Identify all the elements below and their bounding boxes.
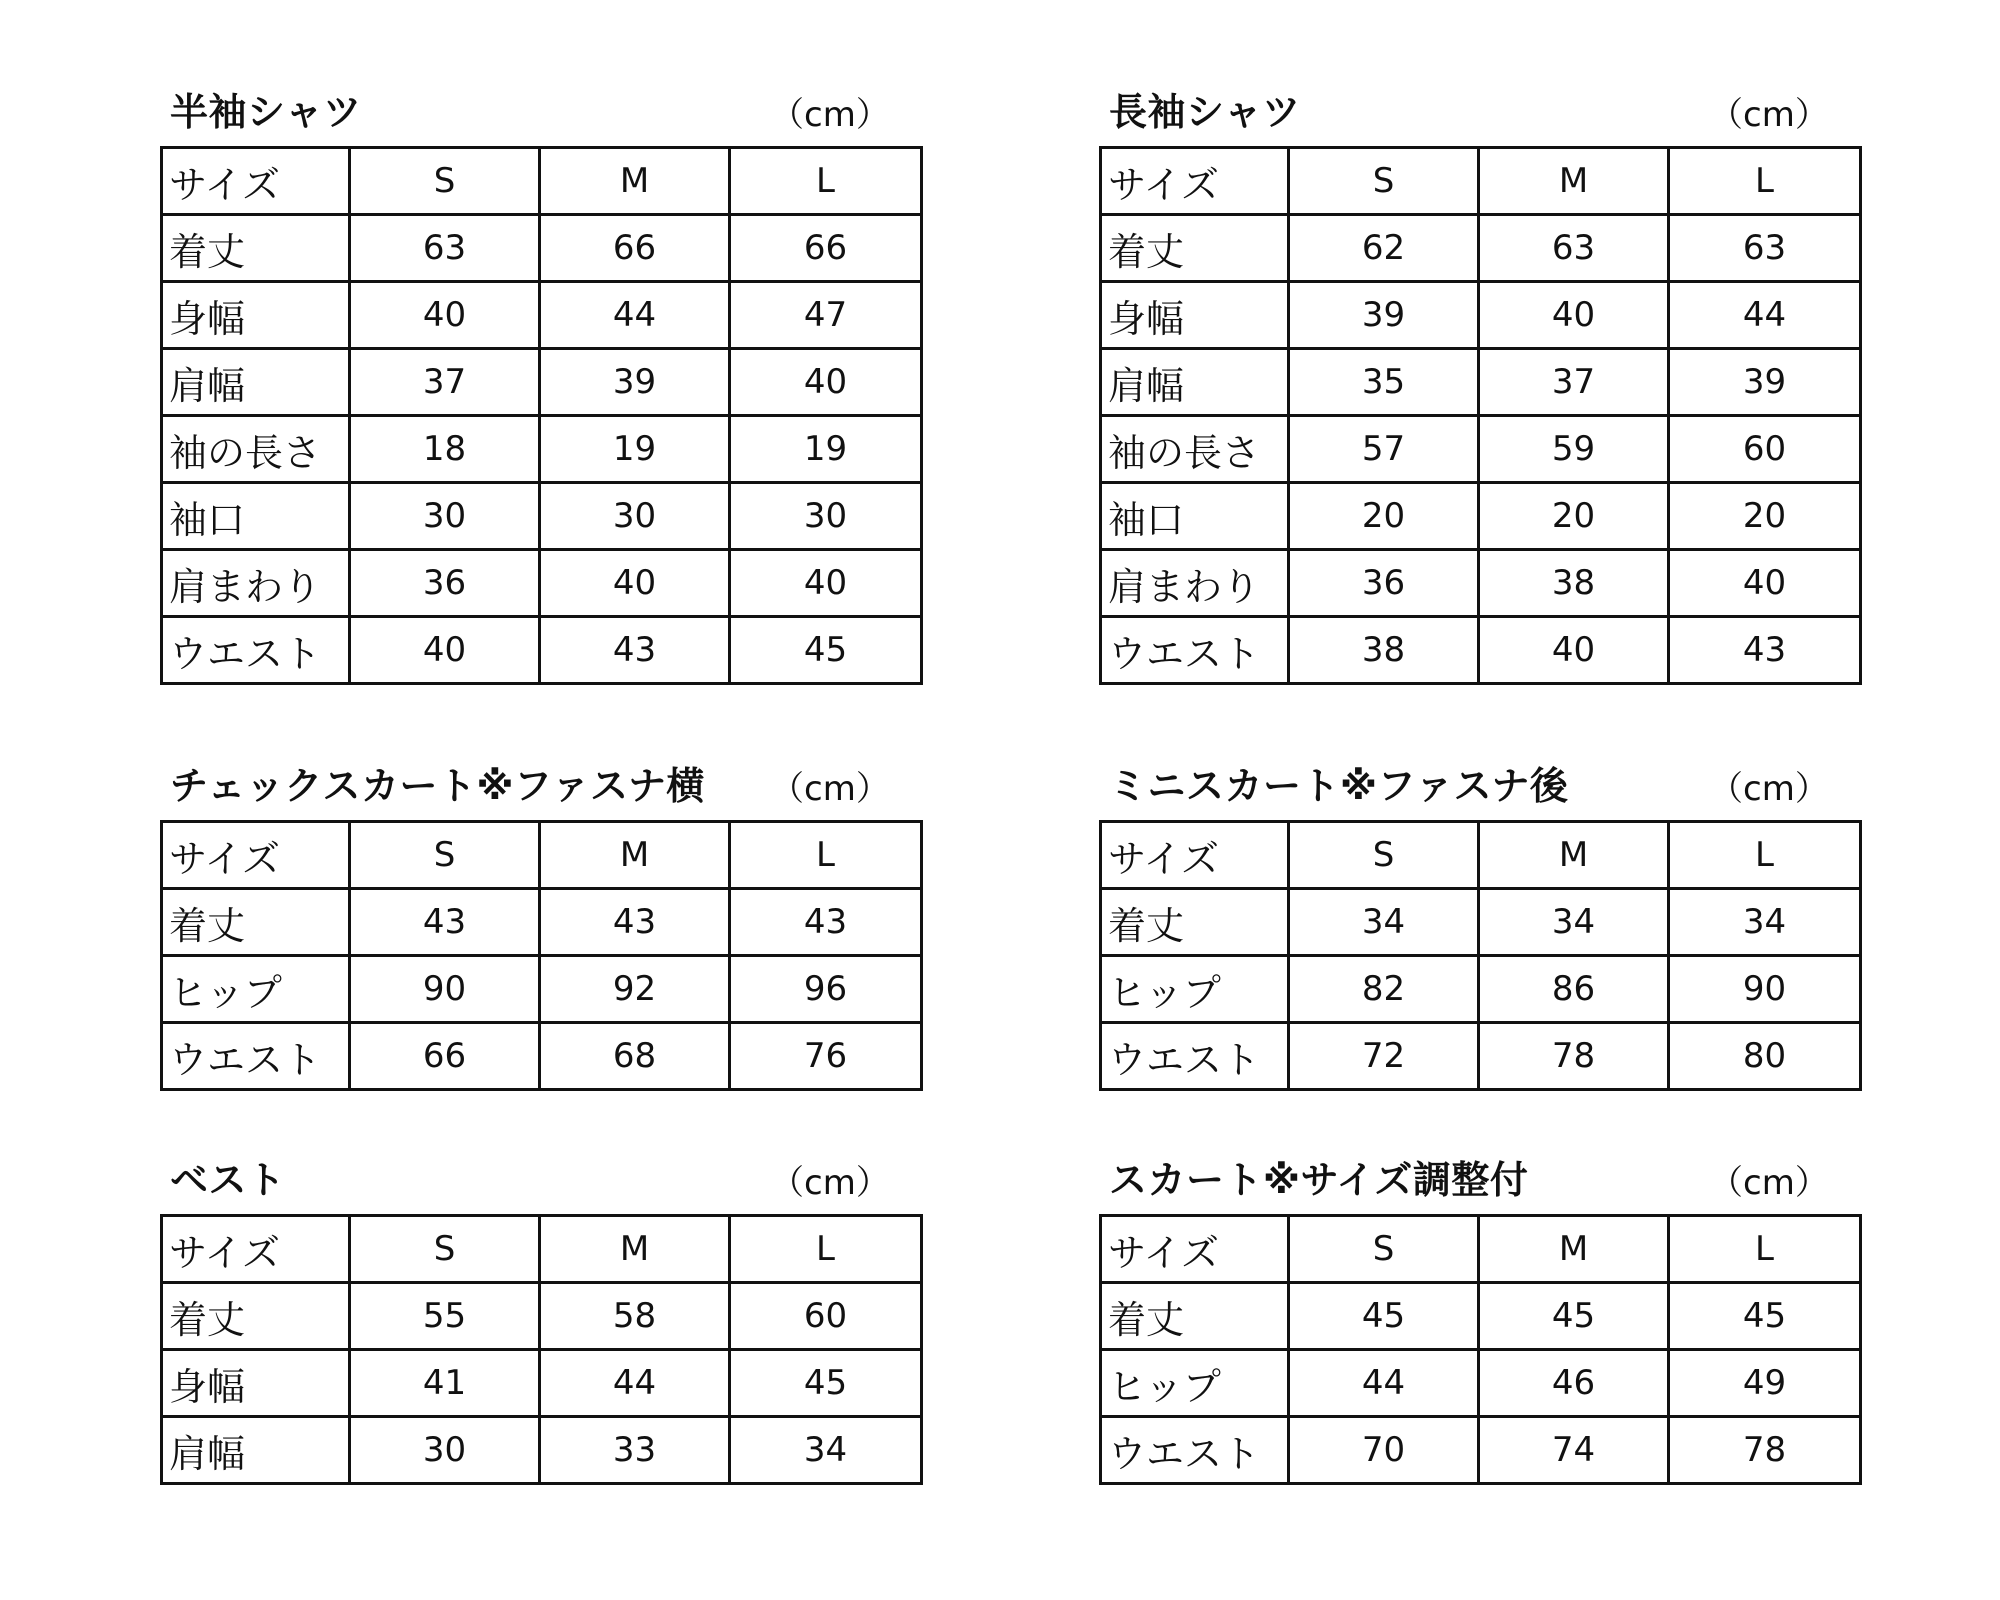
header-cell: L [1669,148,1861,215]
table-cell: 36 [350,550,540,617]
size-chart-title: 長袖シャツ [1109,90,1301,134]
table-cell: 60 [1669,416,1861,483]
table-cell: 30 [350,1417,540,1484]
table-cell: 80 [1669,1023,1861,1090]
table-cell: 38 [1289,617,1479,684]
size-chart-title: ベスト [170,1158,286,1202]
header-cell: L [730,822,922,889]
size-chart-title: 半袖シャツ [170,90,362,134]
table-cell: 40 [1479,617,1669,684]
table-row [162,956,922,1023]
row-label: 身幅 [162,282,350,349]
table-cell: 37 [350,349,540,416]
row-label: 肩まわり [1101,550,1289,617]
table-cell: 43 [1669,617,1861,684]
table-cell: 20 [1669,483,1861,550]
table-cell: 30 [540,483,730,550]
row-label: ウエスト [1101,1023,1289,1090]
size-chart-header [1099,90,1859,146]
table-cell: 44 [540,1350,730,1417]
table-cell: 34 [1479,889,1669,956]
table-row [162,215,922,282]
row-label: ウエスト [162,617,350,684]
table-header-row [162,822,922,889]
header-cell: L [1669,1216,1861,1283]
table-cell: 59 [1479,416,1669,483]
table-row [1101,1023,1861,1090]
row-label: ウエスト [1101,1417,1289,1484]
size-table [1099,146,1862,685]
header-cell: サイズ [162,822,350,889]
table-row [162,1283,922,1350]
header-cell: M [540,148,730,215]
row-label: 身幅 [1101,282,1289,349]
header-cell: S [350,148,540,215]
row-label: 肩幅 [1101,349,1289,416]
table-cell: 66 [540,215,730,282]
table-cell: 30 [350,483,540,550]
table-row [1101,617,1861,684]
table-cell: 63 [1669,215,1861,282]
table-cell: 58 [540,1283,730,1350]
table-cell: 45 [1669,1283,1861,1350]
size-table [160,146,923,685]
table-cell: 96 [730,956,922,1023]
row-label: 袖の長さ [162,416,350,483]
table-row [162,416,922,483]
table-row [162,1417,922,1484]
header-cell: サイズ [1101,148,1289,215]
table-cell: 34 [1289,889,1479,956]
table-cell: 43 [730,889,922,956]
table-header-row [1101,148,1861,215]
table-row [162,1350,922,1417]
header-cell: S [350,822,540,889]
table-cell: 44 [540,282,730,349]
table-row [1101,1350,1861,1417]
table-cell: 40 [350,282,540,349]
table-cell: 38 [1479,550,1669,617]
row-label: ヒップ [1101,956,1289,1023]
table-cell: 72 [1289,1023,1479,1090]
header-cell: S [1289,822,1479,889]
table-row [162,282,922,349]
table-cell: 43 [350,889,540,956]
table-cell: 33 [540,1417,730,1484]
size-table [160,1214,923,1485]
size-table [160,820,923,1091]
table-cell: 78 [1479,1023,1669,1090]
table-cell: 40 [1669,550,1861,617]
table-cell: 36 [1289,550,1479,617]
table-row [162,1023,922,1090]
unit-label: （cm） [770,769,890,809]
size-chart-title: ミニスカート※ファスナ後 [1109,764,1569,808]
size-chart-vest [160,1158,920,1485]
row-label: 袖口 [1101,483,1289,550]
table-row [1101,1417,1861,1484]
table-row [1101,956,1861,1023]
header-cell: L [730,148,922,215]
row-label: 袖の長さ [1101,416,1289,483]
row-label: ヒップ [1101,1350,1289,1417]
table-cell: 82 [1289,956,1479,1023]
row-label: 着丈 [162,1283,350,1350]
size-chart-title: スカート※サイズ調整付 [1109,1158,1529,1202]
unit-label: （cm） [770,95,890,135]
table-cell: 19 [730,416,922,483]
row-label: 身幅 [162,1350,350,1417]
table-cell: 66 [730,215,922,282]
table-cell: 40 [540,550,730,617]
table-row [1101,550,1861,617]
table-cell: 40 [350,617,540,684]
row-label: 肩幅 [162,1417,350,1484]
table-cell: 63 [350,215,540,282]
table-cell: 45 [1289,1283,1479,1350]
row-label: 着丈 [1101,1283,1289,1350]
table-cell: 45 [730,617,922,684]
table-cell: 35 [1289,349,1479,416]
header-cell: サイズ [1101,1216,1289,1283]
table-cell: 40 [730,550,922,617]
table-cell: 76 [730,1023,922,1090]
size-chart-check-skirt [160,764,920,1091]
header-cell: サイズ [162,1216,350,1283]
unit-label: （cm） [770,1163,890,1203]
table-cell: 43 [540,617,730,684]
table-cell: 40 [1479,282,1669,349]
table-row [1101,282,1861,349]
table-row [1101,889,1861,956]
table-cell: 46 [1479,1350,1669,1417]
header-cell: M [540,1216,730,1283]
header-cell: S [1289,148,1479,215]
row-label: 着丈 [1101,889,1289,956]
table-cell: 90 [1669,956,1861,1023]
unit-label: （cm） [1709,769,1829,809]
header-cell: L [1669,822,1861,889]
table-cell: 74 [1479,1417,1669,1484]
table-cell: 40 [730,349,922,416]
table-cell: 20 [1479,483,1669,550]
table-cell: 44 [1289,1350,1479,1417]
table-cell: 66 [350,1023,540,1090]
table-row [162,550,922,617]
size-chart-long-sleeve-shirt [1099,90,1859,685]
table-cell: 86 [1479,956,1669,1023]
table-row [162,349,922,416]
table-cell: 34 [1669,889,1861,956]
table-cell: 90 [350,956,540,1023]
table-cell: 43 [540,889,730,956]
table-header-row [162,1216,922,1283]
size-chart-adjustable-skirt [1099,1158,1859,1485]
size-table [1099,820,1862,1091]
size-chart-mini-skirt [1099,764,1859,1091]
table-cell: 45 [1479,1283,1669,1350]
table-cell: 34 [730,1417,922,1484]
row-label: ウエスト [1101,617,1289,684]
table-cell: 39 [1289,282,1479,349]
row-label: 着丈 [162,889,350,956]
header-cell: S [1289,1216,1479,1283]
header-cell: M [540,822,730,889]
row-label: 着丈 [1101,215,1289,282]
table-row [1101,215,1861,282]
table-row [1101,416,1861,483]
table-row [162,483,922,550]
header-cell: M [1479,1216,1669,1283]
table-row [1101,349,1861,416]
table-cell: 62 [1289,215,1479,282]
size-chart-title: チェックスカート※ファスナ横 [170,764,705,808]
size-chart-header [160,764,920,820]
unit-label: （cm） [1709,1163,1829,1203]
size-chart-header [1099,764,1859,820]
table-cell: 68 [540,1023,730,1090]
header-cell: S [350,1216,540,1283]
header-cell: M [1479,148,1669,215]
table-cell: 39 [1669,349,1861,416]
table-row [1101,483,1861,550]
size-chart-short-sleeve-shirt [160,90,920,685]
size-chart-header [1099,1158,1859,1214]
table-cell: 44 [1669,282,1861,349]
table-header-row [1101,822,1861,889]
table-header-row [162,148,922,215]
table-row [162,617,922,684]
table-cell: 63 [1479,215,1669,282]
table-row [1101,1283,1861,1350]
table-cell: 78 [1669,1417,1861,1484]
table-cell: 47 [730,282,922,349]
table-cell: 55 [350,1283,540,1350]
header-cell: L [730,1216,922,1283]
header-cell: サイズ [162,148,350,215]
table-cell: 39 [540,349,730,416]
table-header-row [1101,1216,1861,1283]
row-label: 肩まわり [162,550,350,617]
row-label: ウエスト [162,1023,350,1090]
table-cell: 19 [540,416,730,483]
table-cell: 49 [1669,1350,1861,1417]
table-cell: 60 [730,1283,922,1350]
table-cell: 41 [350,1350,540,1417]
size-chart-header [160,90,920,146]
table-cell: 18 [350,416,540,483]
table-cell: 92 [540,956,730,1023]
size-table [1099,1214,1862,1485]
header-cell: M [1479,822,1669,889]
table-cell: 70 [1289,1417,1479,1484]
size-chart-header [160,1158,920,1214]
table-cell: 20 [1289,483,1479,550]
table-cell: 57 [1289,416,1479,483]
row-label: 袖口 [162,483,350,550]
row-label: 着丈 [162,215,350,282]
table-row [162,889,922,956]
table-cell: 37 [1479,349,1669,416]
table-cell: 45 [730,1350,922,1417]
table-cell: 30 [730,483,922,550]
row-label: 肩幅 [162,349,350,416]
row-label: ヒップ [162,956,350,1023]
unit-label: （cm） [1709,95,1829,135]
header-cell: サイズ [1101,822,1289,889]
